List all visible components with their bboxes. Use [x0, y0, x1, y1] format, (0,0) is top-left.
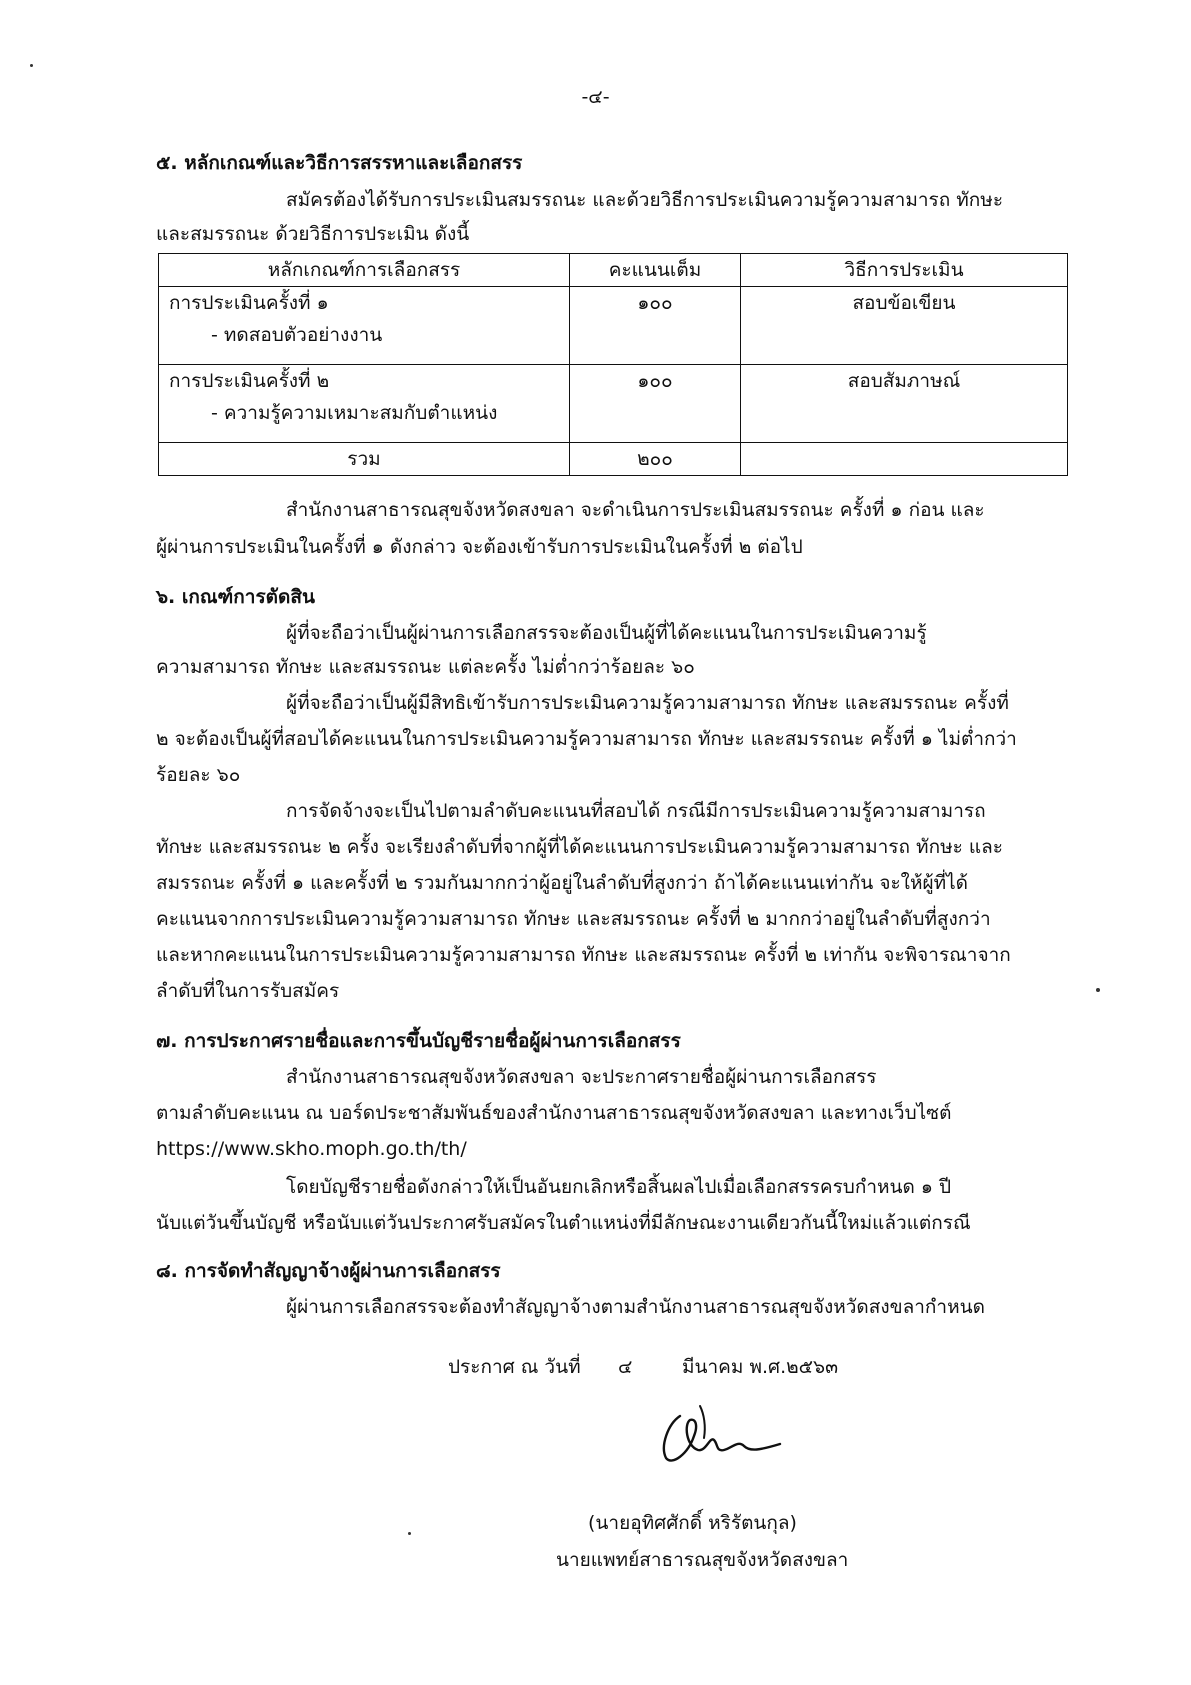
- row2-score: ๑๐๐: [570, 365, 741, 443]
- signer-title: นายแพทย์สาธารณสุขจังหวัดสงขลา: [556, 1549, 849, 1571]
- announce-month-year: มีนาคม พ.ศ.๒๕๖๓: [682, 1356, 839, 1378]
- table-total-row: [159, 443, 1068, 476]
- announce-day: ๔: [618, 1356, 633, 1378]
- website-url: https://www.skho.moph.go.th/th/: [156, 1138, 467, 1160]
- scan-speck: [408, 1532, 411, 1535]
- row2-criterion: การประเมินครั้งที่ ๒: [169, 370, 330, 392]
- section6-p3-line4: คะแนนจากการประเมินความรู้ความสามารถ ทักษะ และสมรรถนะ ครั้งที่ ๒ มากกว่าอยู่ในลำดับที่สูงกว่า: [156, 908, 991, 930]
- row2-detail: - ความรู้ความเหมาะสมกับตำแหน่ง: [211, 402, 498, 424]
- section7-p1-line2: ตามลำดับคะแนน ณ บอร์ดประชาสัมพันธ์ของสำนักงานสาธารณสุขจังหวัดสงขลา และทางเว็บไซต์: [156, 1102, 952, 1124]
- row2-method: สอบสัมภาษณ์: [741, 365, 1068, 443]
- header-full-score: คะแนนเต็ม: [570, 254, 741, 287]
- table-row: [159, 365, 1068, 443]
- section5-heading: ๕. หลักเกณฑ์และวิธีการสรรหาและเลือกสรร: [156, 152, 523, 174]
- page-number: -๔-: [581, 86, 610, 108]
- section5-intro-line1: สมัครต้องได้รับการประเมินสมรรถนะ และด้วยวิธีการประเมินความรู้ความสามารถ ทักษะ: [286, 189, 1004, 211]
- row1-criterion: การประเมินครั้งที่ ๑: [169, 292, 329, 314]
- row1-method: สอบข้อเขียน: [741, 287, 1068, 365]
- section7-p2-line1: โดยบัญชีรายชื่อดังกล่าวให้เป็นอันยกเลิกหรือสิ้นผลไปเมื่อเลือกสรรครบกำหนด ๑ ปี: [286, 1176, 952, 1198]
- table-row: [159, 287, 1068, 365]
- total-score: ๒๐๐: [570, 443, 741, 476]
- section6-p2-line2: ๒ จะต้องเป็นผู้ที่สอบได้คะแนนในการประเมินความรู้ความสามารถ ทักษะ และสมรรถนะ ครั้งที่ ๑ ไม่ต่ำกว่า: [156, 728, 1017, 750]
- section6-p3-line1: การจัดจ้างจะเป็นไปตามลำดับคะแนนที่สอบได้ กรณีมีการประเมินความรู้ความสามารถ: [286, 800, 986, 822]
- signer-name: (นายอุทิศศักดิ์ หริรัตนกุล): [588, 1512, 797, 1534]
- section6-p3-line2: ทักษะ และสมรรถนะ ๒ ครั้ง จะเรียงลำดับที่จากผู้ที่ได้คะแนนการประเมินความรู้ความสามารถ ทักษะ และ: [156, 836, 1003, 858]
- section6-p1-line2: ความสามารถ ทักษะ และสมรรถนะ แต่ละครั้ง ไม่ต่ำกว่าร้อยละ ๖๐: [156, 656, 695, 678]
- section6-p2-line3: ร้อยละ ๖๐: [156, 764, 241, 786]
- row1-detail: - ทดสอบตัวอย่างงาน: [211, 324, 383, 346]
- section7-heading: ๗. การประกาศรายชื่อและการขึ้นบัญชีรายชื่อผู้ผ่านการเลือกสรร: [156, 1030, 681, 1052]
- section5-after-line1: สำนักงานสาธารณสุขจังหวัดสงขลา จะดำเนินการประเมินสมรรถนะ ครั้งที่ ๑ ก่อน และ: [286, 499, 985, 521]
- section6-p2-line1: ผู้ที่จะถือว่าเป็นผู้มีสิทธิเข้ารับการประเมินความรู้ความสามารถ ทักษะ และสมรรถนะ ครั้งที่: [286, 692, 1009, 714]
- section7-p2-line2: นับแต่วันขึ้นบัญชี หรือนับแต่วันประกาศรับสมัครในตำแหน่งที่มีลักษณะงานเดียวกันนี้ใหม่แล้วแต่กรณี: [156, 1212, 971, 1234]
- section7-p1-line1: สำนักงานสาธารณสุขจังหวัดสงขลา จะประกาศรายชื่อผู้ผ่านการเลือกสรร: [286, 1066, 877, 1088]
- scan-speck: [1096, 988, 1100, 992]
- scan-speck: [30, 64, 33, 67]
- header-method: วิธีการประเมิน: [741, 254, 1068, 287]
- header-criteria: หลักเกณฑ์การเลือกสรร: [159, 254, 570, 287]
- signature-image: [640, 1396, 800, 1476]
- section6-p1-line1: ผู้ที่จะถือว่าเป็นผู้ผ่านการเลือกสรรจะต้องเป็นผู้ที่ได้คะแนนในการประเมินความรู้: [286, 622, 927, 644]
- section6-heading: ๖. เกณฑ์การตัดสิน: [156, 586, 315, 608]
- row1-score: ๑๐๐: [570, 287, 741, 365]
- total-label: รวม: [159, 443, 570, 476]
- section8-p1: ผู้ผ่านการเลือกสรรจะต้องทำสัญญาจ้างตามสำนักงานสาธารณสุขจังหวัดสงขลากำหนด: [286, 1296, 985, 1318]
- announce-prefix: ประกาศ ณ วันที่: [448, 1356, 581, 1378]
- section6-p3-line5: และหากคะแนนในการประเมินความรู้ความสามารถ ทักษะ และสมรรถนะ ครั้งที่ ๒ เท่ากัน จะพิจารณาจาก: [156, 944, 1011, 966]
- criteria-table-header: [159, 254, 1068, 287]
- section6-p3-line6: ลำดับที่ในการรับสมัคร: [156, 980, 340, 1002]
- section5-after-line2: ผู้ผ่านการประเมินในครั้งที่ ๑ ดังกล่าว จะต้องเข้ารับการประเมินในครั้งที่ ๒ ต่อไป: [156, 536, 803, 558]
- section5-intro-line2: และสมรรถนะ ด้วยวิธีการประเมิน ดังนี้: [156, 223, 470, 245]
- section8-heading: ๘. การจัดทำสัญญาจ้างผู้ผ่านการเลือกสรร: [156, 1260, 501, 1282]
- section6-p3-line3: สมรรถนะ ครั้งที่ ๑ และครั้งที่ ๒ รวมกันมากกว่าผู้อยู่ในลำดับที่สูงกว่า ถ้าได้คะแนนเท่ากัน จะให้ผู้ที่ได้: [156, 872, 969, 894]
- criteria-table: [158, 253, 1068, 476]
